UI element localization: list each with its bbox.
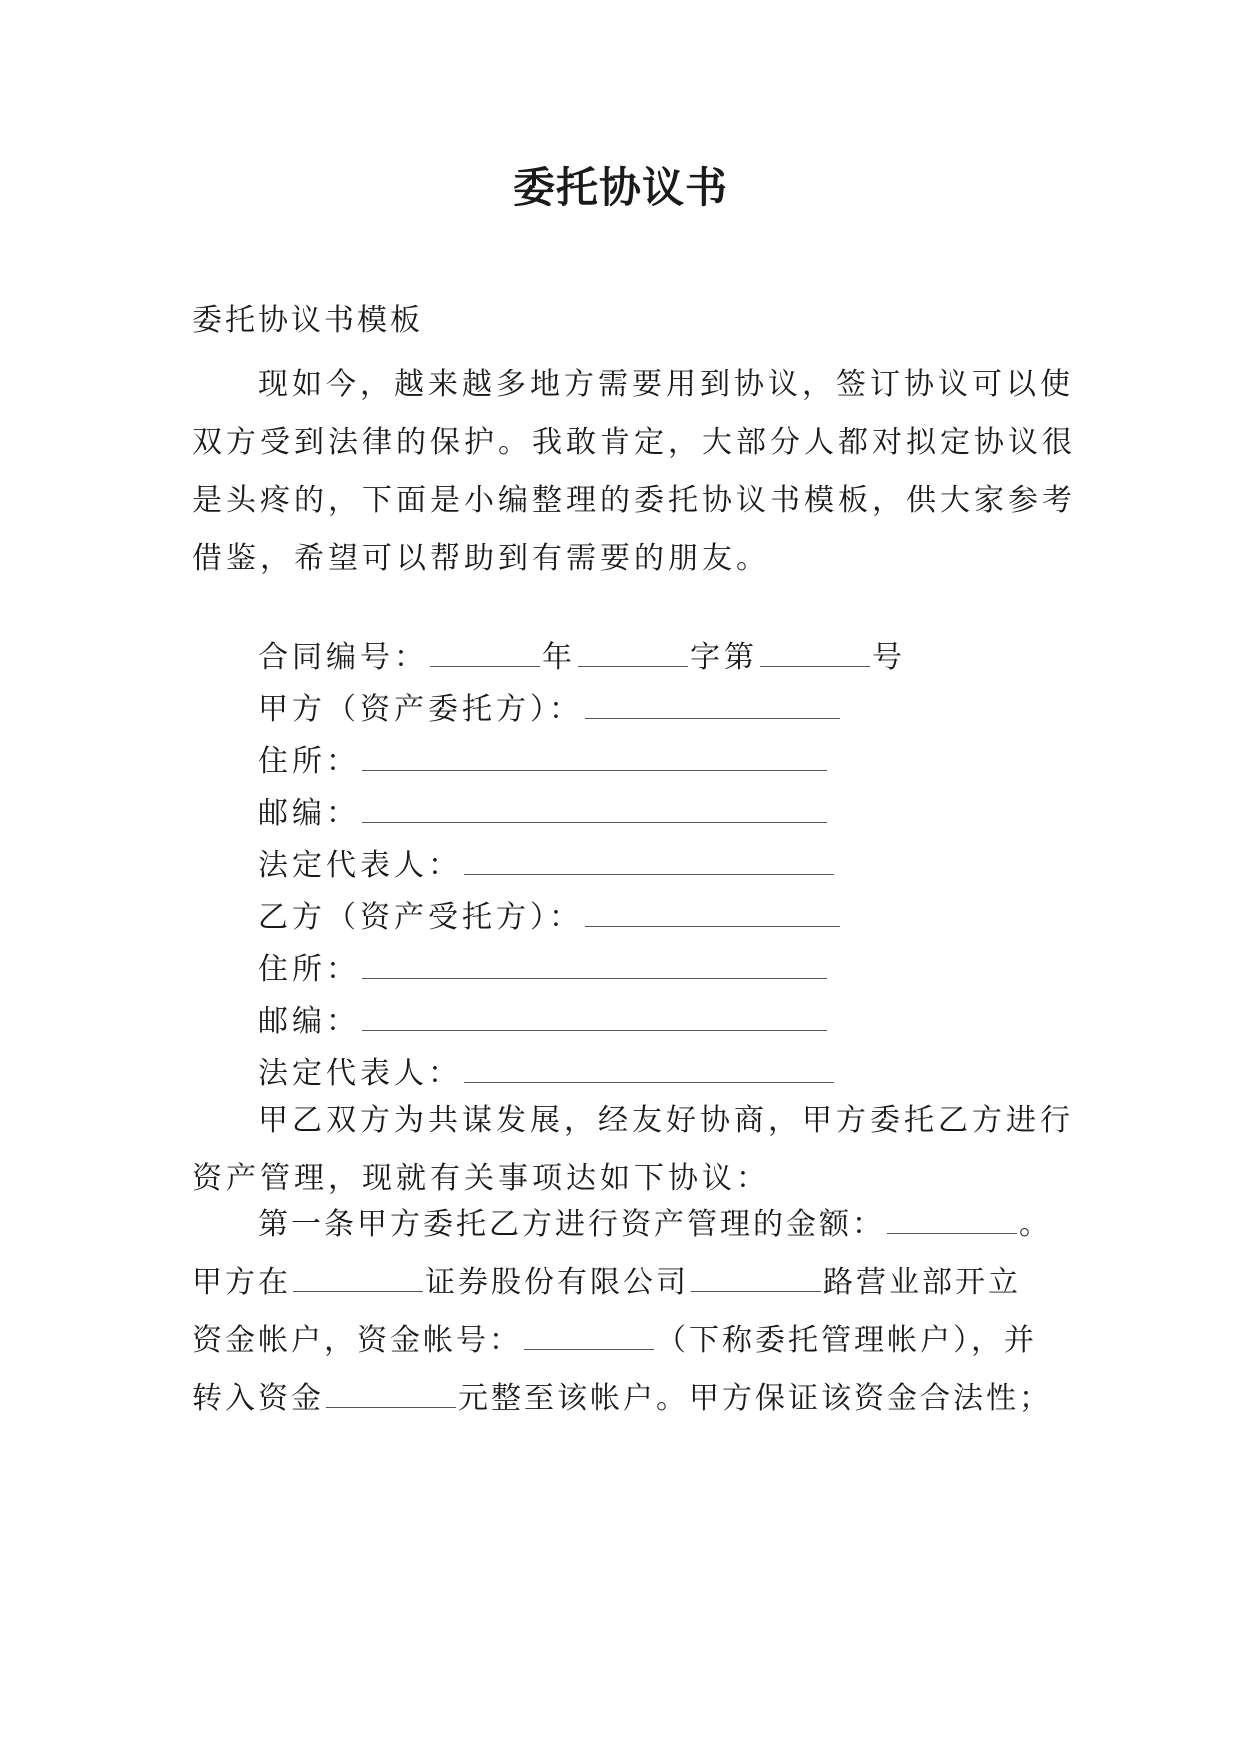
blank-line bbox=[585, 694, 840, 719]
party-a-postcode-label: 邮编： bbox=[258, 796, 360, 831]
article-1-line bbox=[192, 1370, 1052, 1428]
year-label: 年 bbox=[542, 640, 576, 675]
party-b-postcode-label: 邮编： bbox=[258, 1004, 360, 1039]
party-b-address-row bbox=[258, 944, 829, 988]
contract-number-row bbox=[258, 632, 906, 676]
party-b-rep-row bbox=[258, 1048, 836, 1092]
agreement-intro-paragraph bbox=[192, 1092, 1074, 1208]
blank-line bbox=[760, 642, 870, 667]
party-b-postcode-row bbox=[258, 996, 829, 1040]
blank-line bbox=[691, 1267, 821, 1292]
agreement-intro-line: 资产管理，现就有关事项达如下协议： bbox=[192, 1161, 770, 1196]
article-1-line bbox=[192, 1196, 1052, 1254]
article-1-line bbox=[192, 1254, 1052, 1312]
party-a-row bbox=[258, 684, 842, 728]
blank-line bbox=[326, 1383, 456, 1408]
party-a-address-row bbox=[258, 736, 829, 780]
document-subtitle: 委托协议书模板 bbox=[192, 303, 423, 338]
party-b-rep-label: 法定代表人： bbox=[258, 1056, 462, 1091]
article-1-line bbox=[192, 1312, 1052, 1370]
hao-label: 号 bbox=[872, 640, 906, 675]
article-1-text: 证券股份有限公司 bbox=[425, 1265, 689, 1300]
party-b-label: 乙方（资产受托方）： bbox=[258, 900, 583, 935]
article-1-text: （下称委托管理帐户），并 bbox=[656, 1323, 1037, 1358]
party-a-rep-label: 法定代表人： bbox=[258, 848, 462, 883]
article-1-text: 转入资金 bbox=[192, 1381, 324, 1416]
blank-line bbox=[430, 642, 540, 667]
blank-line bbox=[887, 1209, 1017, 1234]
article-1-text: 路营业部开立 bbox=[823, 1265, 1021, 1300]
blank-line bbox=[362, 954, 827, 979]
intro-paragraph bbox=[192, 356, 1076, 588]
blank-line bbox=[362, 746, 827, 771]
party-a-postcode-row bbox=[258, 788, 829, 832]
blank-line bbox=[585, 902, 840, 927]
document-title: 委托协议书 bbox=[512, 163, 728, 212]
blank-line bbox=[464, 1058, 834, 1083]
intro-line: 现如今，越来越多地方需要用到协议，签订协议可以使 bbox=[258, 367, 1074, 402]
article-1-text: 资金帐户，资金帐号： bbox=[192, 1323, 522, 1358]
blank-line bbox=[578, 642, 688, 667]
contract-number-label: 合同编号： bbox=[258, 640, 428, 675]
party-a-label: 甲方（资产委托方）： bbox=[258, 692, 583, 727]
zi-di-label: 字第 bbox=[690, 640, 758, 675]
blank-line bbox=[464, 850, 834, 875]
intro-line: 双方受到法律的保护。我敢肯定，大部分人都对拟定协议很 bbox=[192, 425, 1076, 460]
blank-line bbox=[524, 1325, 654, 1350]
article-1-paragraph bbox=[192, 1196, 1052, 1428]
blank-line bbox=[293, 1267, 423, 1292]
agreement-intro-line: 甲乙双方为共谋发展，经友好协商，甲方委托乙方进行 bbox=[258, 1103, 1074, 1138]
blank-line bbox=[362, 1006, 827, 1031]
intro-line: 借鉴，希望可以帮助到有需要的朋友。 bbox=[192, 541, 770, 576]
party-a-address-label: 住所： bbox=[258, 744, 360, 779]
blank-line bbox=[362, 798, 827, 823]
article-1-text: 元整至该帐户。甲方保证该资金合法性； bbox=[458, 1381, 1052, 1416]
intro-line: 是头疼的，下面是小编整理的委托协议书模板，供大家参考 bbox=[192, 483, 1076, 518]
party-b-row bbox=[258, 892, 842, 936]
party-a-rep-row bbox=[258, 840, 836, 884]
party-b-address-label: 住所： bbox=[258, 952, 360, 987]
article-1-text: 甲方在 bbox=[192, 1265, 291, 1300]
article-1-text: 。 bbox=[1019, 1207, 1052, 1242]
article-1-text: 第一条甲方委托乙方进行资产管理的金额： bbox=[258, 1207, 885, 1242]
